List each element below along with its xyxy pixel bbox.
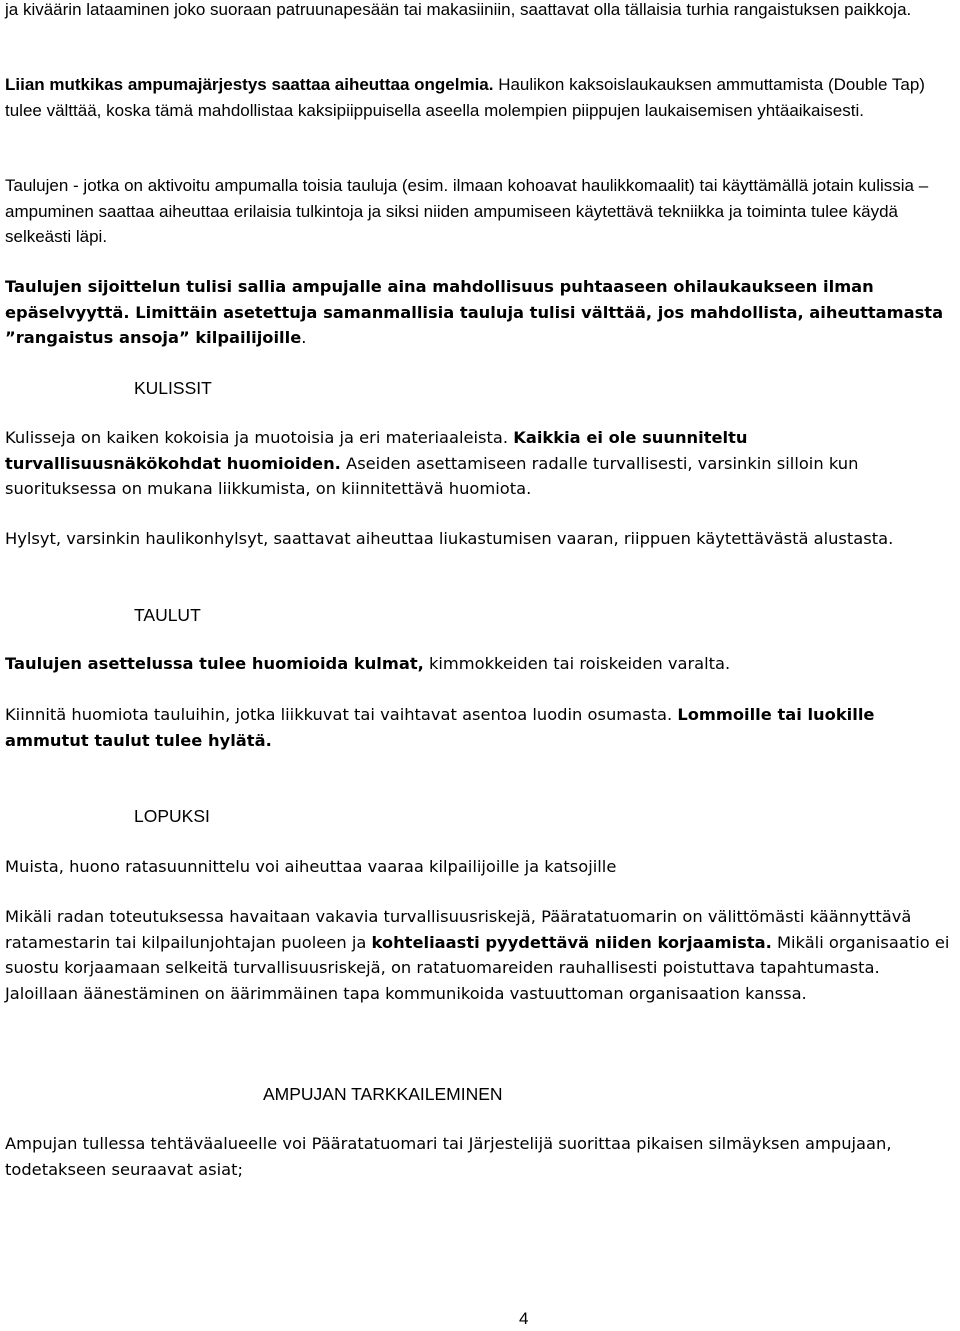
paragraph-bold: Kaikkia ei ole suunniteltu turvallisuusnäkökohdat huomioiden. <box>5 428 748 473</box>
section-heading-kulissit: KULISSIT <box>134 378 212 398</box>
paragraph-text: . <box>301 328 307 347</box>
paragraph-shooter-check <box>5 1131 953 1182</box>
section-heading-lopuksi: LOPUKSI <box>134 806 210 826</box>
paragraph-text: Kiinnitä huomiota tauluihin, jotka liikkuvat tai vaihtavat asentoa luodin osumasta. <box>5 705 678 724</box>
paragraph-text: Hylsyt, varsinkin haulikonhylsyt, saattavat aiheuttaa liukastumisen vaaran, riippuen käytettävästä alustasta. <box>5 529 894 548</box>
paragraph-text: Ampujan tullessa tehtäväalueelle voi Pääratatuomari tai Järjestelijä suorittaa pikaisen silmäyksen ampujaan, todetakseen seuraavat asiat; <box>5 1134 892 1179</box>
paragraph-shells <box>5 526 953 552</box>
paragraph-bold: Liian mutkikas ampumajärjestys saattaa aiheuttaa ongelmia. <box>5 75 494 94</box>
paragraph-safety-risks <box>5 904 953 1006</box>
paragraph-text: Haulikon kaksoislaukauksen ammuttamista (Double Tap) tulee välttää, koska tämä mahdollistaa kaksipiippuisella aseella molempien piippujen laukaisemisen yhtäaikaisesti. <box>5 75 925 120</box>
paragraph-props <box>5 425 953 502</box>
section-heading-taulut: TAULUT <box>134 605 201 625</box>
paragraph-bold: Limittäin asetettuja samanmallisia tauluja tulisi välttää, jos mahdollista, aiheuttamasta ”rangaistus ansoja” kilpailijoille <box>5 302 944 347</box>
paragraph-bold: kohteliaasti pyydettävä niiden korjaamista. <box>371 932 772 952</box>
paragraph-text: Muista, huono ratasuunnittelu voi aiheuttaa vaaraa kilpailijoille ja katsojille <box>5 857 617 876</box>
paragraph-text: Taulujen - jotka on aktivoitu ampumalla toisia tauluja (esim. ilmaan kohoavat haulikkomaalit) tai käyttämällä jotain kulissia – ampuminen saattaa aiheuttaa erilaisia tulkintoja ja siksi niiden ampumiseen käytettävä tekniikka ja toiminta tulee käydä selkeästi läpi. <box>5 176 929 246</box>
section-heading-ampujan-tarkkaileminen: AMPUJAN TARKKAILEMINEN <box>263 1084 503 1104</box>
paragraph-text: Mikäli radan toteutuksessa havaitaan vakavia turvallisuusriskejä, Pääratatuomarin on välittömästi käännyttävä ratamestarin tai kilpailunjohtajan puoleen ja <box>5 907 912 952</box>
paragraph-shooting-order <box>5 72 953 123</box>
paragraph-moving-targets <box>5 702 953 753</box>
paragraph-text: ja kiväärin lataaminen joko suoraan patruunapesään tai makasiiniin, saattavat olla tällaisia turhia rangaistuksen paikkoja. <box>5 0 912 19</box>
paragraph-text: Aseiden asettamiseen radalle turvallisesti, varsinkin silloin kun suorituksessa on mukana liikkumista, on kiinnitettävä huomiota. <box>5 453 859 498</box>
paragraph-target-angles <box>5 651 953 677</box>
paragraph-rifle-loading <box>5 0 953 23</box>
paragraph-target-placement <box>5 274 953 351</box>
page-number: 4 <box>519 1309 529 1328</box>
paragraph-bold: Taulujen asettelussa tulee huomioida kulmat, <box>5 654 424 673</box>
paragraph-text: kimmokkeiden tai roiskeiden varalta. <box>423 654 731 673</box>
paragraph-bold: Taulujen sijoittelun tulisi sallia ampujalle aina mahdollisuus puhtaaseen ohilaukaukseen ilman epäselvyyttä. <box>5 277 874 322</box>
paragraph-activated-targets <box>5 173 953 250</box>
paragraph-text: Kulisseja on kaiken kokoisia ja muotoisia ja eri materiaaleista. <box>5 428 514 447</box>
paragraph-text: Mikäli organisaatio ei suostu korjaamaan selkeitä turvallisuusriskejä, on ratatuomareiden rauhallisesti poistuttava tapahtumasta. Jaloillaan äänestäminen on äärimmäinen tapa kommunikoida vastuuttoman organisaation kanssa. <box>5 932 950 1003</box>
paragraph-remember <box>5 854 953 880</box>
paragraph-bold: Lommoille tai luokille ammutut taulut tulee hylätä. <box>5 705 875 750</box>
